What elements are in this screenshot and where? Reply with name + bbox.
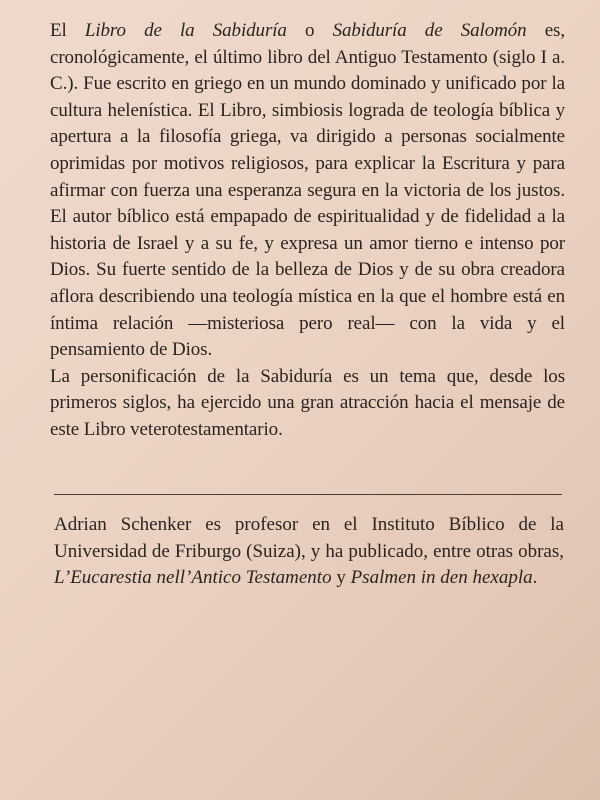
work-title-italic: L’Eucarestia nell’Antico Testamento (54, 567, 332, 588)
book-title-italic: Libro de la Sabiduría (84, 20, 287, 41)
author-bio (54, 512, 564, 592)
author-text-run: y (331, 567, 351, 588)
author-text-run: . (532, 567, 538, 588)
synopsis-paragraph-1 (50, 18, 565, 364)
work-title-italic: Psalmen in den hexapla (350, 567, 533, 588)
synopsis-text-run: es, cronológicamente, el último libro del Antiguo Testamento (siglo I a. C.). Fue escrito en griego en un mundo dominado y unificado por la cultura helenística. El Libro, simbiosis lograda de teología bíblica y apertura a la filosofía griega, va dirigido a personas socialmente oprimidas por motivos religiosos, para explicar la Escritura y para afirmar con fuerza una esperanza segura en la victoria de los justos. El autor bíblico está empapado de espiritualidad y de fidelidad a la historia de Israel y a su fe, y expresa un amor tierno e intenso por Dios. Su fuerte sentido de la belleza de Dios y de su obra creadora aflora describiendo una teología mística en la que el hombre está en íntima relación —misteriosa pero real— con la vida y el pensamiento de Dios. (50, 20, 565, 361)
author-paragraph (54, 512, 564, 592)
synopsis-text-run: o (286, 20, 333, 41)
book-alt-title-italic: Sabiduría de Salomón (332, 20, 527, 41)
section-divider (54, 494, 562, 495)
synopsis-text (50, 18, 565, 444)
synopsis-paragraph-2: La personificación de la Sabiduría es un tema que, desde los primeros siglos, ha ejercido una gran atracción hacia el mensaje de este Libro veterotestamentario. (50, 365, 565, 440)
author-text-run: Adrian Schenker es profesor en el Instituto Bíblico de la Universidad de Friburgo (Suiza), y ha publicado, entre otras obras, (54, 514, 564, 562)
synopsis-text-run: El (50, 20, 85, 41)
